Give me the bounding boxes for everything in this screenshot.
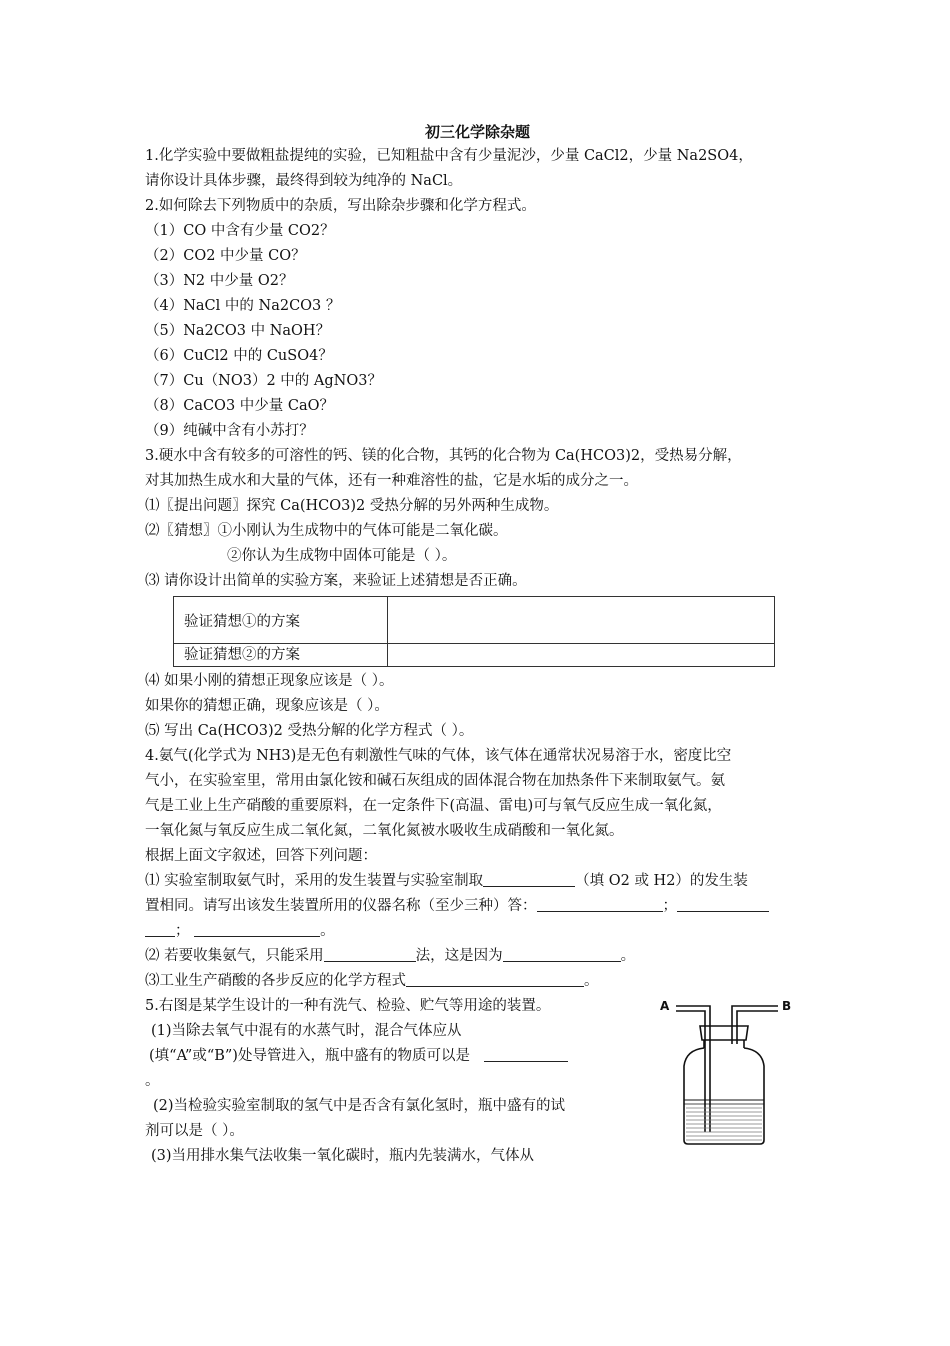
q4-line-2: 气小，在实验室里，常用由氯化铵和碱石灰组成的固体混合物在加热条件下来制取氨气。氨 [145, 773, 725, 789]
q3-part-5: ⑸ 写出 Ca(HCO3)2 受热分解的化学方程式（ ）。 [145, 723, 474, 739]
verify-row-1-answer-cell[interactable] [388, 597, 775, 644]
q2-stem: 2.如何除去下列物质中的杂质，写出除杂步骤和化学方程式。 [145, 198, 536, 214]
q5-sub-2b: 剂可以是（ ）。 [145, 1123, 244, 1139]
q4-sub-1b-pre: 置相同。请写出该发生装置所用的仪器名称（至少三种）答： [145, 898, 537, 914]
label-a: A [660, 999, 670, 1013]
q4-sub-3-pre: ⑶工业生产硝酸的各步反应的化学方程式 [145, 973, 406, 989]
q2-item: （8）CaCO3 中少量 CaO？ [145, 398, 335, 414]
q3-part-2b: ②你认为生成物中固体可能是（ ）。 [227, 548, 457, 564]
q4-sub-2 [145, 944, 810, 969]
q2-item: （4）NaCl 中的 Na2CO3 ？ [145, 298, 341, 314]
q4-sub-1b [145, 894, 810, 919]
q2-item: （3）N2 中少量 O2？ [145, 273, 294, 289]
q2-item: （6）CuCl2 中的 CuSO4？ [145, 348, 333, 364]
gas-washing-bottle-diagram [658, 992, 808, 1152]
q4-line-1: 4.氨气(化学式为 NH3)是无色有刺激性气味的气体，该气体在通常状况易溶于水，密度比空 [145, 748, 732, 764]
label-b: B [782, 999, 792, 1013]
q1-line-2: 请你设计具体步骤，最终得到较为纯净的 NaCl。 [145, 173, 463, 189]
verify-row-1-label: 验证猜想①的方案 [174, 597, 388, 644]
q4-sub-1c-end: 。 [320, 923, 335, 939]
q5-sub-1a: (1)当除去氧气中混有的水蒸气时，混合气体应从 [151, 1023, 462, 1039]
q4-sub-1c [145, 919, 810, 944]
stopper [700, 1026, 748, 1040]
q3-line-1: 3.硬水中含有较多的可溶性的钙、镁的化合物，其钙的化合物为 Ca(HCO3)2，受热易分解， [145, 448, 742, 464]
answer-blank[interactable] [194, 920, 320, 937]
answer-blank[interactable] [406, 970, 584, 987]
liquid-shading [686, 1108, 762, 1140]
bottle-body [684, 1048, 764, 1144]
answer-blank[interactable] [324, 945, 416, 962]
gas-washing-bottle-figure [658, 992, 808, 1156]
verify-row-2-label: 验证猜想②的方案 [174, 644, 388, 667]
q5-sub-3: (3)当用排水集气法收集一氧化碳时，瓶内先装满水，气体从 [151, 1148, 535, 1164]
q4-sub-1a [145, 869, 810, 894]
q3-line-2: 对其加热生成水和大量的气体，还有一种难溶性的盐，它是水垢的成分之一。 [145, 473, 638, 489]
answer-blank[interactable] [484, 1045, 568, 1062]
verify-row-2-answer-cell[interactable] [388, 644, 775, 667]
q4-line-3: 气是工业上生产硝酸的重要原料，在一定条件下(高温、雷电)可与氧气反应生成一氧化氮， [145, 798, 722, 814]
q4-sub-3-end: 。 [584, 973, 599, 989]
answer-blank[interactable] [677, 895, 769, 912]
answer-blank[interactable] [503, 945, 621, 962]
q2-item: （2）CO2 中少量 CO？ [145, 248, 306, 264]
q4-sub-2-end: 。 [620, 948, 636, 964]
bottle-outline [676, 1006, 778, 1144]
q5-sub-1c: 。 [145, 1073, 160, 1089]
document-title: 初三化学除杂题 [424, 123, 530, 141]
q4-line-5: 根据上面文字叙述，回答下列问题： [145, 848, 377, 864]
q4-sub-1a-pre: ⑴ 实验室制取氨气时，采用的发生装置与实验室制取 [145, 873, 484, 889]
verification-table [173, 596, 775, 667]
q5-sub-2a: (2)当检验实验室制取的氢气中是否含有氯化氢时，瓶中盛有的试 [153, 1098, 566, 1114]
q4-sub-1c-sep: ； [175, 923, 190, 939]
answer-blank[interactable] [537, 895, 663, 912]
answer-blank[interactable] [483, 870, 575, 887]
q2-item: （9）纯碱中含有小苏打？ [145, 423, 314, 439]
q4-sub-1b-sep: ； [662, 898, 677, 914]
q2-item: （1）CO 中含有少量 CO2？ [145, 223, 335, 239]
q4-sub-1a-post: （填 O2 或 H2）的发生装 [575, 873, 748, 889]
q5-line-1: 5.右图是某学生设计的一种有洗气、检验、贮气等用途的装置。 [145, 998, 551, 1014]
q4-sub-2-pre: ⑵ 若要收集氨气，只能采用 [145, 948, 324, 964]
q2-item: （5）Na2CO3 中 NaOH？ [145, 323, 331, 339]
answer-blank[interactable] [145, 920, 175, 937]
q3-part-4b: 如果你的猜想正确，现象应该是（ ）。 [145, 698, 389, 714]
q5-sub-1b-text: (填“A”或“B”)处导管进入，瓶中盛有的物质可以是 [149, 1048, 470, 1064]
q1-line-1: 1.化学实验中要做粗盐提纯的实验，已知粗盐中含有少量泥沙，少量 CaCl2，少量 Na2SO4， [145, 148, 753, 164]
q3-part-4a: ⑷ 如果小刚的猜想正现象应该是（ ）。 [145, 673, 394, 689]
q3-part-1: ⑴〖提出问题〗探究 Ca(HCO3)2 受热分解的另外两种生成物。 [145, 498, 559, 514]
tube-b-inner [737, 1011, 778, 1044]
q4-sub-2-mid: 法，这是因为 [415, 948, 503, 964]
q3-part-3: ⑶ 请你设计出简单的实验方案，来验证上述猜想是否正确。 [145, 573, 527, 589]
q3-part-2a: ⑵〖猜想〗①小刚认为生成物中的气体可能是二氧化碳。 [145, 523, 508, 539]
q4-sub-3 [145, 969, 810, 994]
q4-line-4: 一氧化氮与氧反应生成二氧化氮，二氧化氮被水吸收生成硝酸和一氧化氮。 [145, 823, 624, 839]
q2-item: （7）Cu（NO3）2 中的 AgNO3？ [145, 373, 382, 389]
